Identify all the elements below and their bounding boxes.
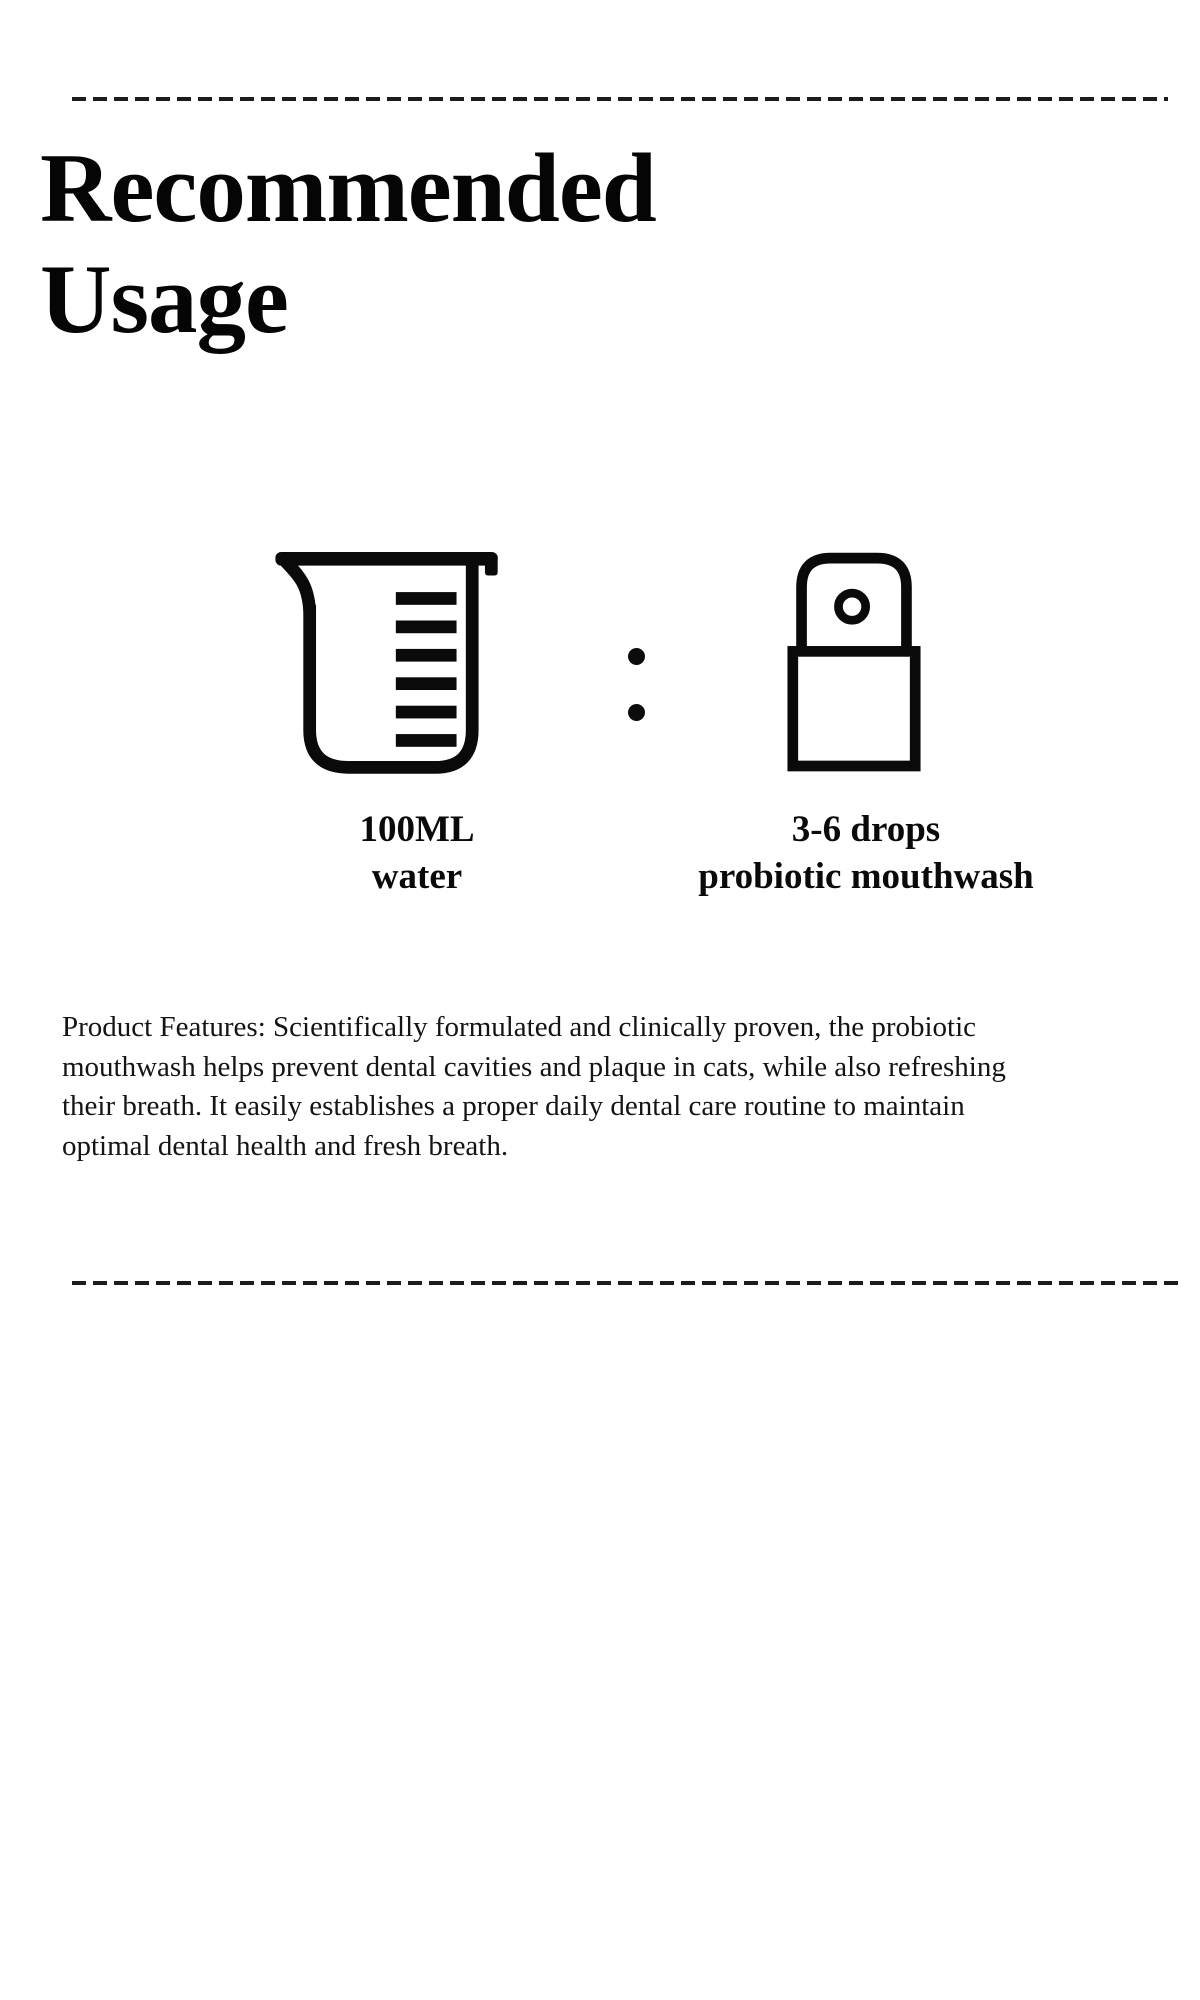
ratio-colon-icon — [628, 648, 645, 721]
beaker-icon — [270, 550, 506, 785]
mouthwash-amount-label — [646, 806, 1086, 900]
water-amount-label — [247, 806, 587, 900]
features-line-4: optimal dental health and fresh breath. — [62, 1129, 509, 1162]
top-dashed-divider — [72, 97, 1168, 101]
colon-dot-top — [628, 648, 645, 665]
page-title-line-2: Usage — [40, 245, 288, 354]
water-amount-unit: water — [371, 856, 463, 897]
spray-bottle-icon — [786, 551, 922, 777]
bottom-dashed-divider — [72, 1281, 1180, 1285]
water-amount-value: 100ML — [359, 809, 475, 850]
page-title — [40, 133, 656, 355]
colon-dot-bottom — [628, 704, 645, 721]
features-line-1: Product Features: Scientifically formulated and clinically proven, the probiotic — [62, 1011, 977, 1043]
mouthwash-amount-product: probiotic mouthwash — [698, 856, 1034, 897]
product-features-paragraph — [62, 1008, 1142, 1166]
page-title-line-1: Recommended — [40, 134, 656, 243]
mouthwash-amount-value: 3-6 drops — [791, 809, 941, 850]
features-line-3: their breath. It easily establishes a proper daily dental care routine to maintain — [62, 1090, 965, 1122]
features-line-2: mouthwash helps prevent dental cavities and plaque in cats, while also refreshing — [62, 1050, 1006, 1083]
